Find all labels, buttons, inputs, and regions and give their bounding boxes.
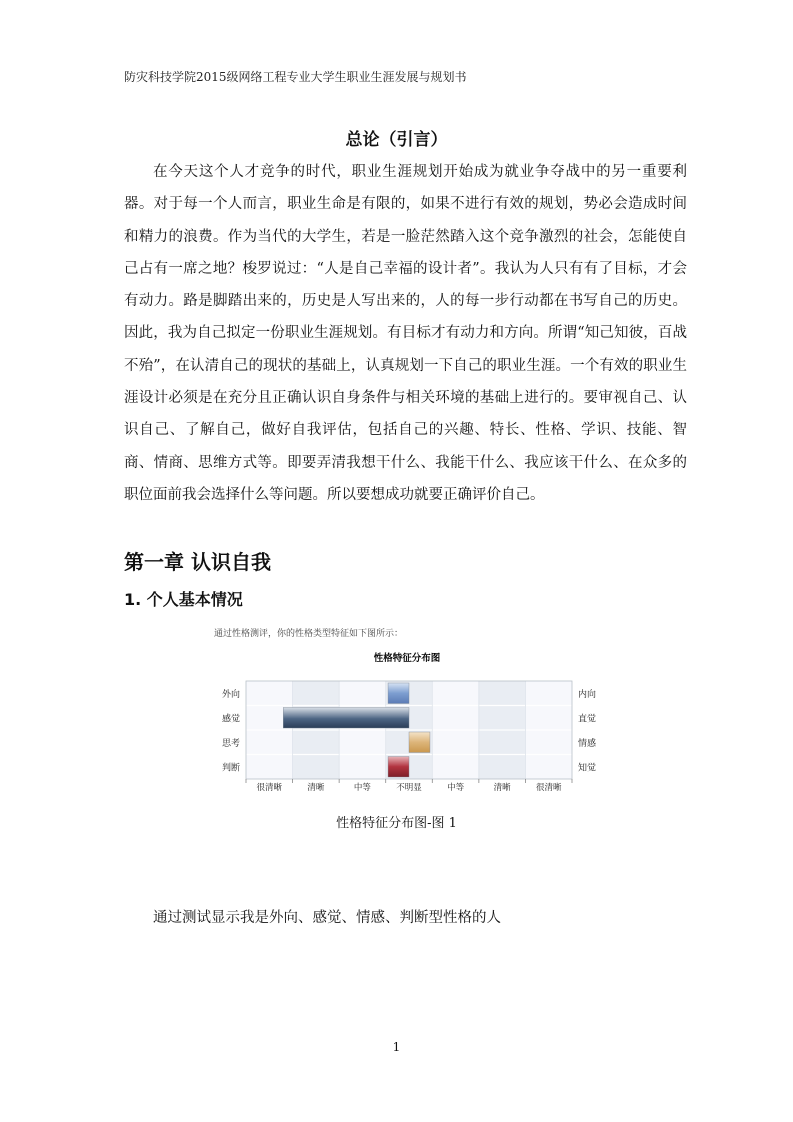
chart-bar (388, 757, 409, 778)
chart-left-label: 判断 (221, 763, 240, 774)
chart-left-label: 外向 (221, 689, 240, 700)
intro-paragraph: 在今天这个人才竞争的时代，职业生涯规划开始成为就业争夺战中的另一重要利器。对于每一个人而言，职业生命是有限的，如果不进行有效的规划，势必会造成时间和精力的浪费。作为当代的大学生，若是一脸茫然踏入这个竞争激烈的社会，怎能使自己占有一席之地？梭罗说过：“人是自己幸福的设计者”。我认为人只有有了目标，才会有动力。路是脚踏出来的，历史是人写出来的，人的每一步行动都在书写自己的历史。因此，我为自己拟定一份职业生涯规划。有目标才有动力和方向。所谓“知己知彼，百战不殆”，在认清自己的现状的基础上，认真规划一下自己的职业生涯。一个有效的职业生涯设计必须是在充分且正确认识自身条件与相关环境的基础上进行的。要审视自己、认识自己、了解自己，做好自我评估，包括自己的兴趣、特长、性格、学识、技能、智商、情商、思维方式等。即要弄清我想干什么、我能干什么、我应该干什么、在众多的职位面前我会选择什么等问题。所以要想成功就要正确评价自己。 (124, 164, 687, 503)
chapter-title: 第一章 认识自我 (124, 550, 271, 574)
subsection-title: 1. 个人基本情况 (124, 590, 243, 609)
chart-x-tick-label: 不明显 (396, 783, 422, 793)
chart-bar (388, 683, 409, 704)
chart-x-tick-label: 中等 (447, 783, 465, 793)
chart-x-tick-label: 中等 (353, 783, 371, 793)
chart-right-label: 情感 (578, 738, 597, 749)
chart-intro-text: 通过性格测评，你的性格类型特征如下图所示： (214, 629, 404, 639)
chart-left-label: 感觉 (221, 714, 240, 725)
chart-right-label: 内向 (578, 689, 597, 700)
chart-x-tick-label: 清晰 (493, 783, 511, 793)
conclusion-text: 通过测试显示我是外向、感觉、情感、判断型性格的人 (153, 910, 501, 926)
chart-bar (283, 708, 409, 729)
chart-right-label: 知觉 (578, 763, 597, 774)
chart-left-label: 思考 (221, 738, 240, 749)
page-number: 1 (392, 1040, 401, 1054)
chart-bar (409, 732, 430, 753)
section-title: 总论（引言） (345, 130, 448, 150)
chart-x-tick-label: 很清晰 (535, 783, 562, 793)
personality-chart (206, 645, 606, 795)
chart-x-tick-label: 清晰 (307, 783, 325, 793)
figure-caption: 性格特征分布图-图 1 (336, 816, 457, 831)
chart-title: 性格特征分布图 (373, 653, 441, 664)
page-header: 防灾科技学院2015级网络工程专业大学生职业生涯发展与规划书 (124, 70, 467, 84)
chart-x-tick-label: 很清晰 (256, 783, 283, 793)
chart-right-label: 直觉 (578, 714, 597, 725)
